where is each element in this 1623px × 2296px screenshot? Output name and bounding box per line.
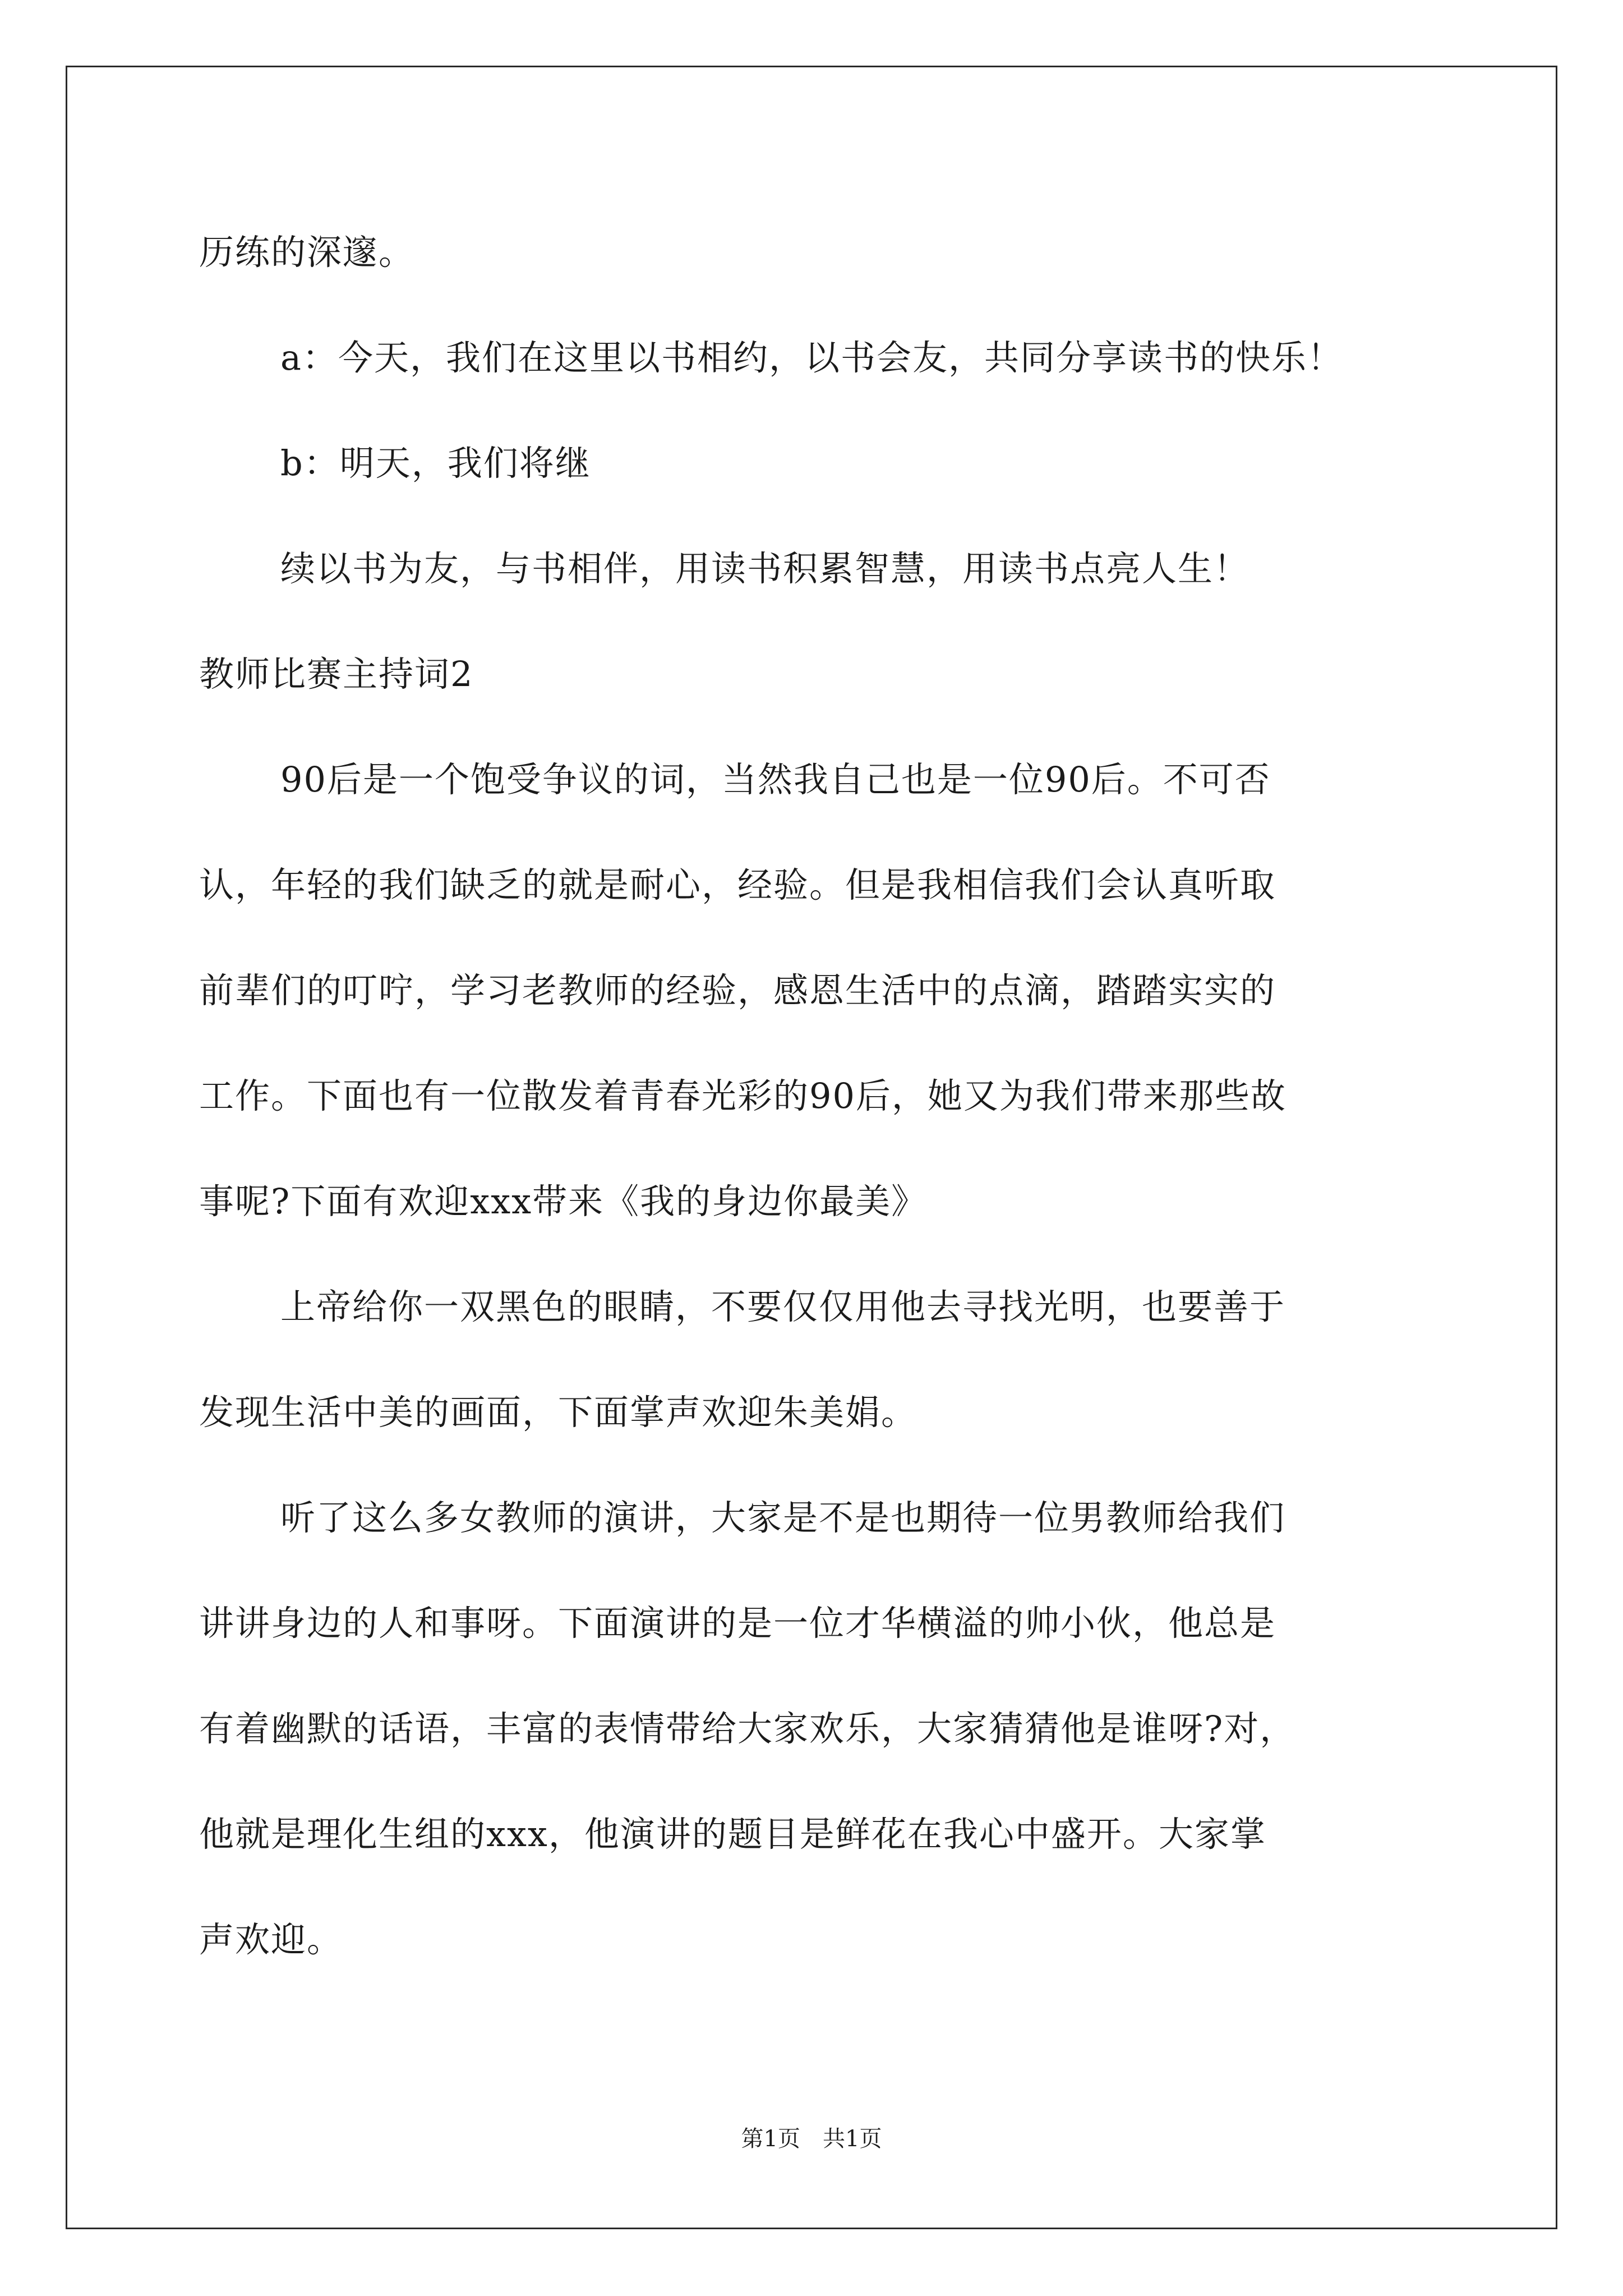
body-line-3: b：明天，我们将继 <box>280 443 591 484</box>
page-border <box>66 66 1557 2229</box>
body-line-17: 声欢迎。 <box>199 1919 343 1960</box>
body-line-11: 上帝给你一双黑色的眼睛，不要仅仅用他去寻找光明，也要善于 <box>280 1286 1286 1327</box>
body-line-9: 工作。下面也有一位散发着青春光彩的90后，她又为我们带来那些故 <box>199 1075 1287 1116</box>
body-line-6: 90后是一个饱受争议的词，当然我自己也是一位90后。不可否 <box>280 759 1271 800</box>
body-line-13: 听了这么多女教师的演讲，大家是不是也期待一位男教师给我们 <box>280 1497 1286 1538</box>
section-heading: 教师比赛主持词2 <box>199 654 474 694</box>
body-line-10: 事呢?下面有欢迎xxx带来《我的身边你最美》 <box>199 1181 928 1222</box>
body-line-7: 认，年轻的我们缺乏的就是耐心，经验。但是我相信我们会认真听取 <box>199 864 1276 905</box>
page-number-footer: 第1页 共1页 <box>741 2126 882 2152</box>
body-line-14: 讲讲身边的人和事呀。下面演讲的是一位才华横溢的帅小伙，他总是 <box>199 1603 1276 1644</box>
body-line-16: 他就是理化生组的xxx，他演讲的题目是鲜花在我心中盛开。大家掌 <box>199 1814 1266 1855</box>
body-line-15: 有着幽默的话语，丰富的表情带给大家欢乐，大家猜猜他是谁呀?对， <box>199 1708 1296 1749</box>
body-line-8: 前辈们的叮咛，学习老教师的经验，感恩生活中的点滴，踏踏实实的 <box>199 970 1276 1011</box>
body-line-2: a：今天，我们在这里以书相约，以书会友，共同分享读书的快乐！ <box>280 337 1343 378</box>
body-line-1: 历练的深邃。 <box>199 232 415 273</box>
body-line-12: 发现生活中美的画面，下面掌声欢迎朱美娟。 <box>199 1392 917 1433</box>
body-line-4: 续以书为友，与书相伴，用读书积累智慧，用读书点亮人生！ <box>280 548 1250 589</box>
